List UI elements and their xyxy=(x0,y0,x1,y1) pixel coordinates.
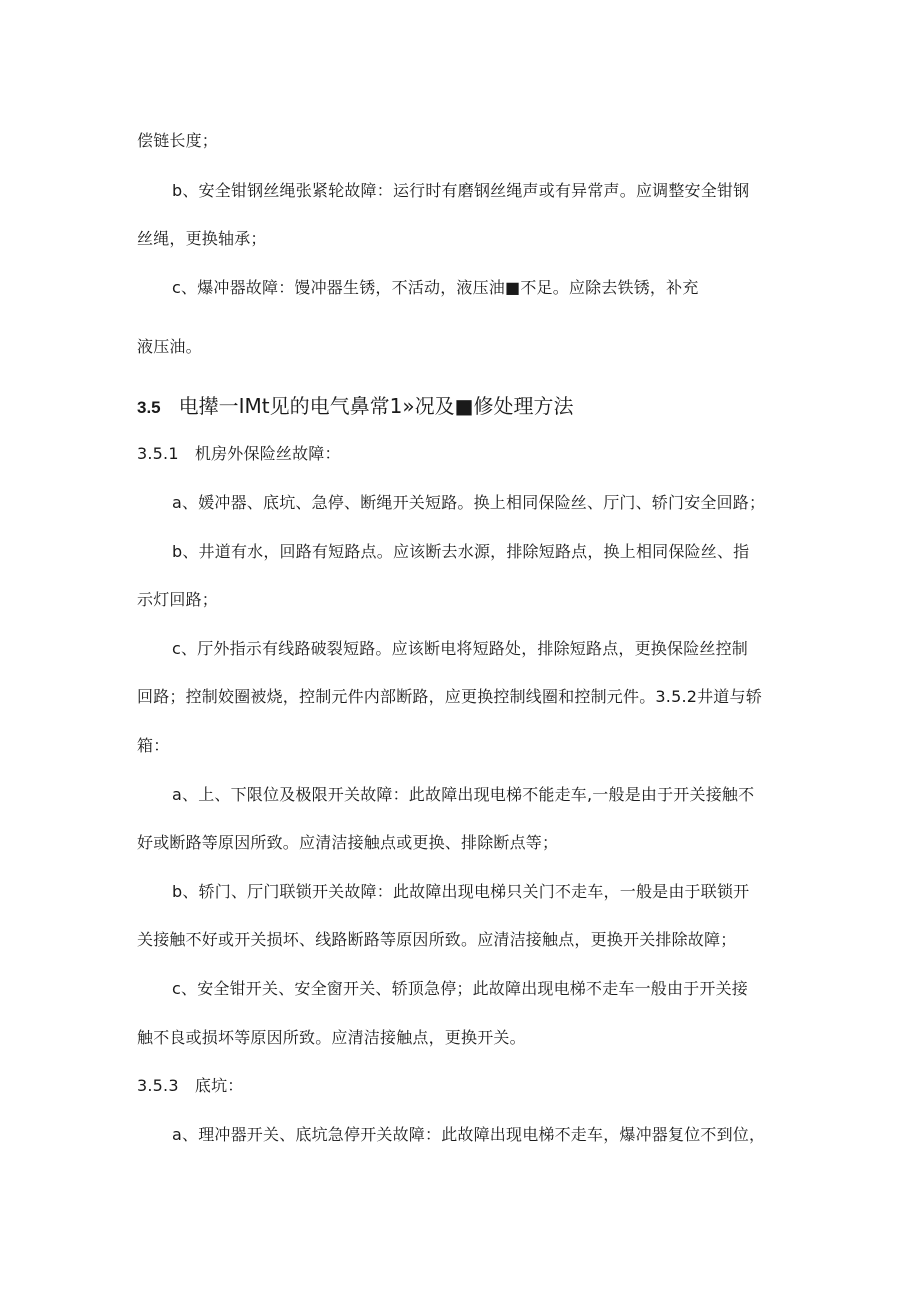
text-line: b、轿门、厅门联锁开关故障：此故障出现电梯只关门不走车，一般是由于联锁开 xyxy=(172,882,750,901)
text-line: 箱： xyxy=(137,736,170,755)
text-line: c、厅外指示有线路破裂短路。应该断电将短路处，排除短路点，更换保险丝控制 xyxy=(172,639,748,658)
text-line: a、理冲器开关、底坑急停开关故障：此故障出现电梯不走车，爆冲器复位不到位， xyxy=(172,1125,766,1144)
text-line: 触不良或损坏等原因所致。应清洁接触点，更换开关。 xyxy=(137,1028,526,1047)
text-line: c、爆冲器故障：馒冲器生锈，不活动，液压油■不足。应除去铁锈，补充 xyxy=(172,278,699,297)
text-line: 液压油。 xyxy=(137,337,202,356)
text-line: 3.5.3 底坑： xyxy=(137,1076,244,1095)
section-heading xyxy=(137,393,574,421)
text-line: c、安全钳开关、安全窗开关、轿顶急停；此故障出现电梯不走车一般由于开关接 xyxy=(172,979,748,998)
text-line: 3.5.1 机房外保险丝故障： xyxy=(137,444,341,463)
text-line: 回路；控制姣圈被烧，控制元件内部断路，应更换控制线圈和控制元件。3.5.2井道与轿 xyxy=(137,687,762,706)
text-line: 示灯回路； xyxy=(137,590,219,609)
text-line: a、上、下限位及极限开关故障：此故障出现电梯不能走车,一般是由于开关接触不 xyxy=(172,785,755,804)
section-title: 电撵一IMt见的电气鼻常1»况及■修处理方法 xyxy=(178,394,574,418)
text-line: 好或断路等原因所致。应清洁接触点或更换、排除断点等； xyxy=(137,833,559,852)
text-line: 偿链长度； xyxy=(137,131,219,150)
text-line: 丝绳，更换轴承； xyxy=(137,229,267,248)
section-number: 3.5 xyxy=(137,398,161,417)
text-line: b、井道有水，回路有短路点。应该断去水源，排除短路点，换上相同保险丝、指 xyxy=(172,542,750,561)
text-line: 关接触不好或开关损坏、线路断路等原因所致。应清洁接触点，更换开关排除故障； xyxy=(137,930,737,949)
text-line: b、安全钳钢丝绳张紧轮故障：运行时有磨钢丝绳声或有异常声。应调整安全钳钢 xyxy=(172,181,750,200)
text-line: a、媛冲器、底坑、急停、断绳开关短路。换上相同保险丝、厅门、轿门安全回路； xyxy=(172,493,766,512)
